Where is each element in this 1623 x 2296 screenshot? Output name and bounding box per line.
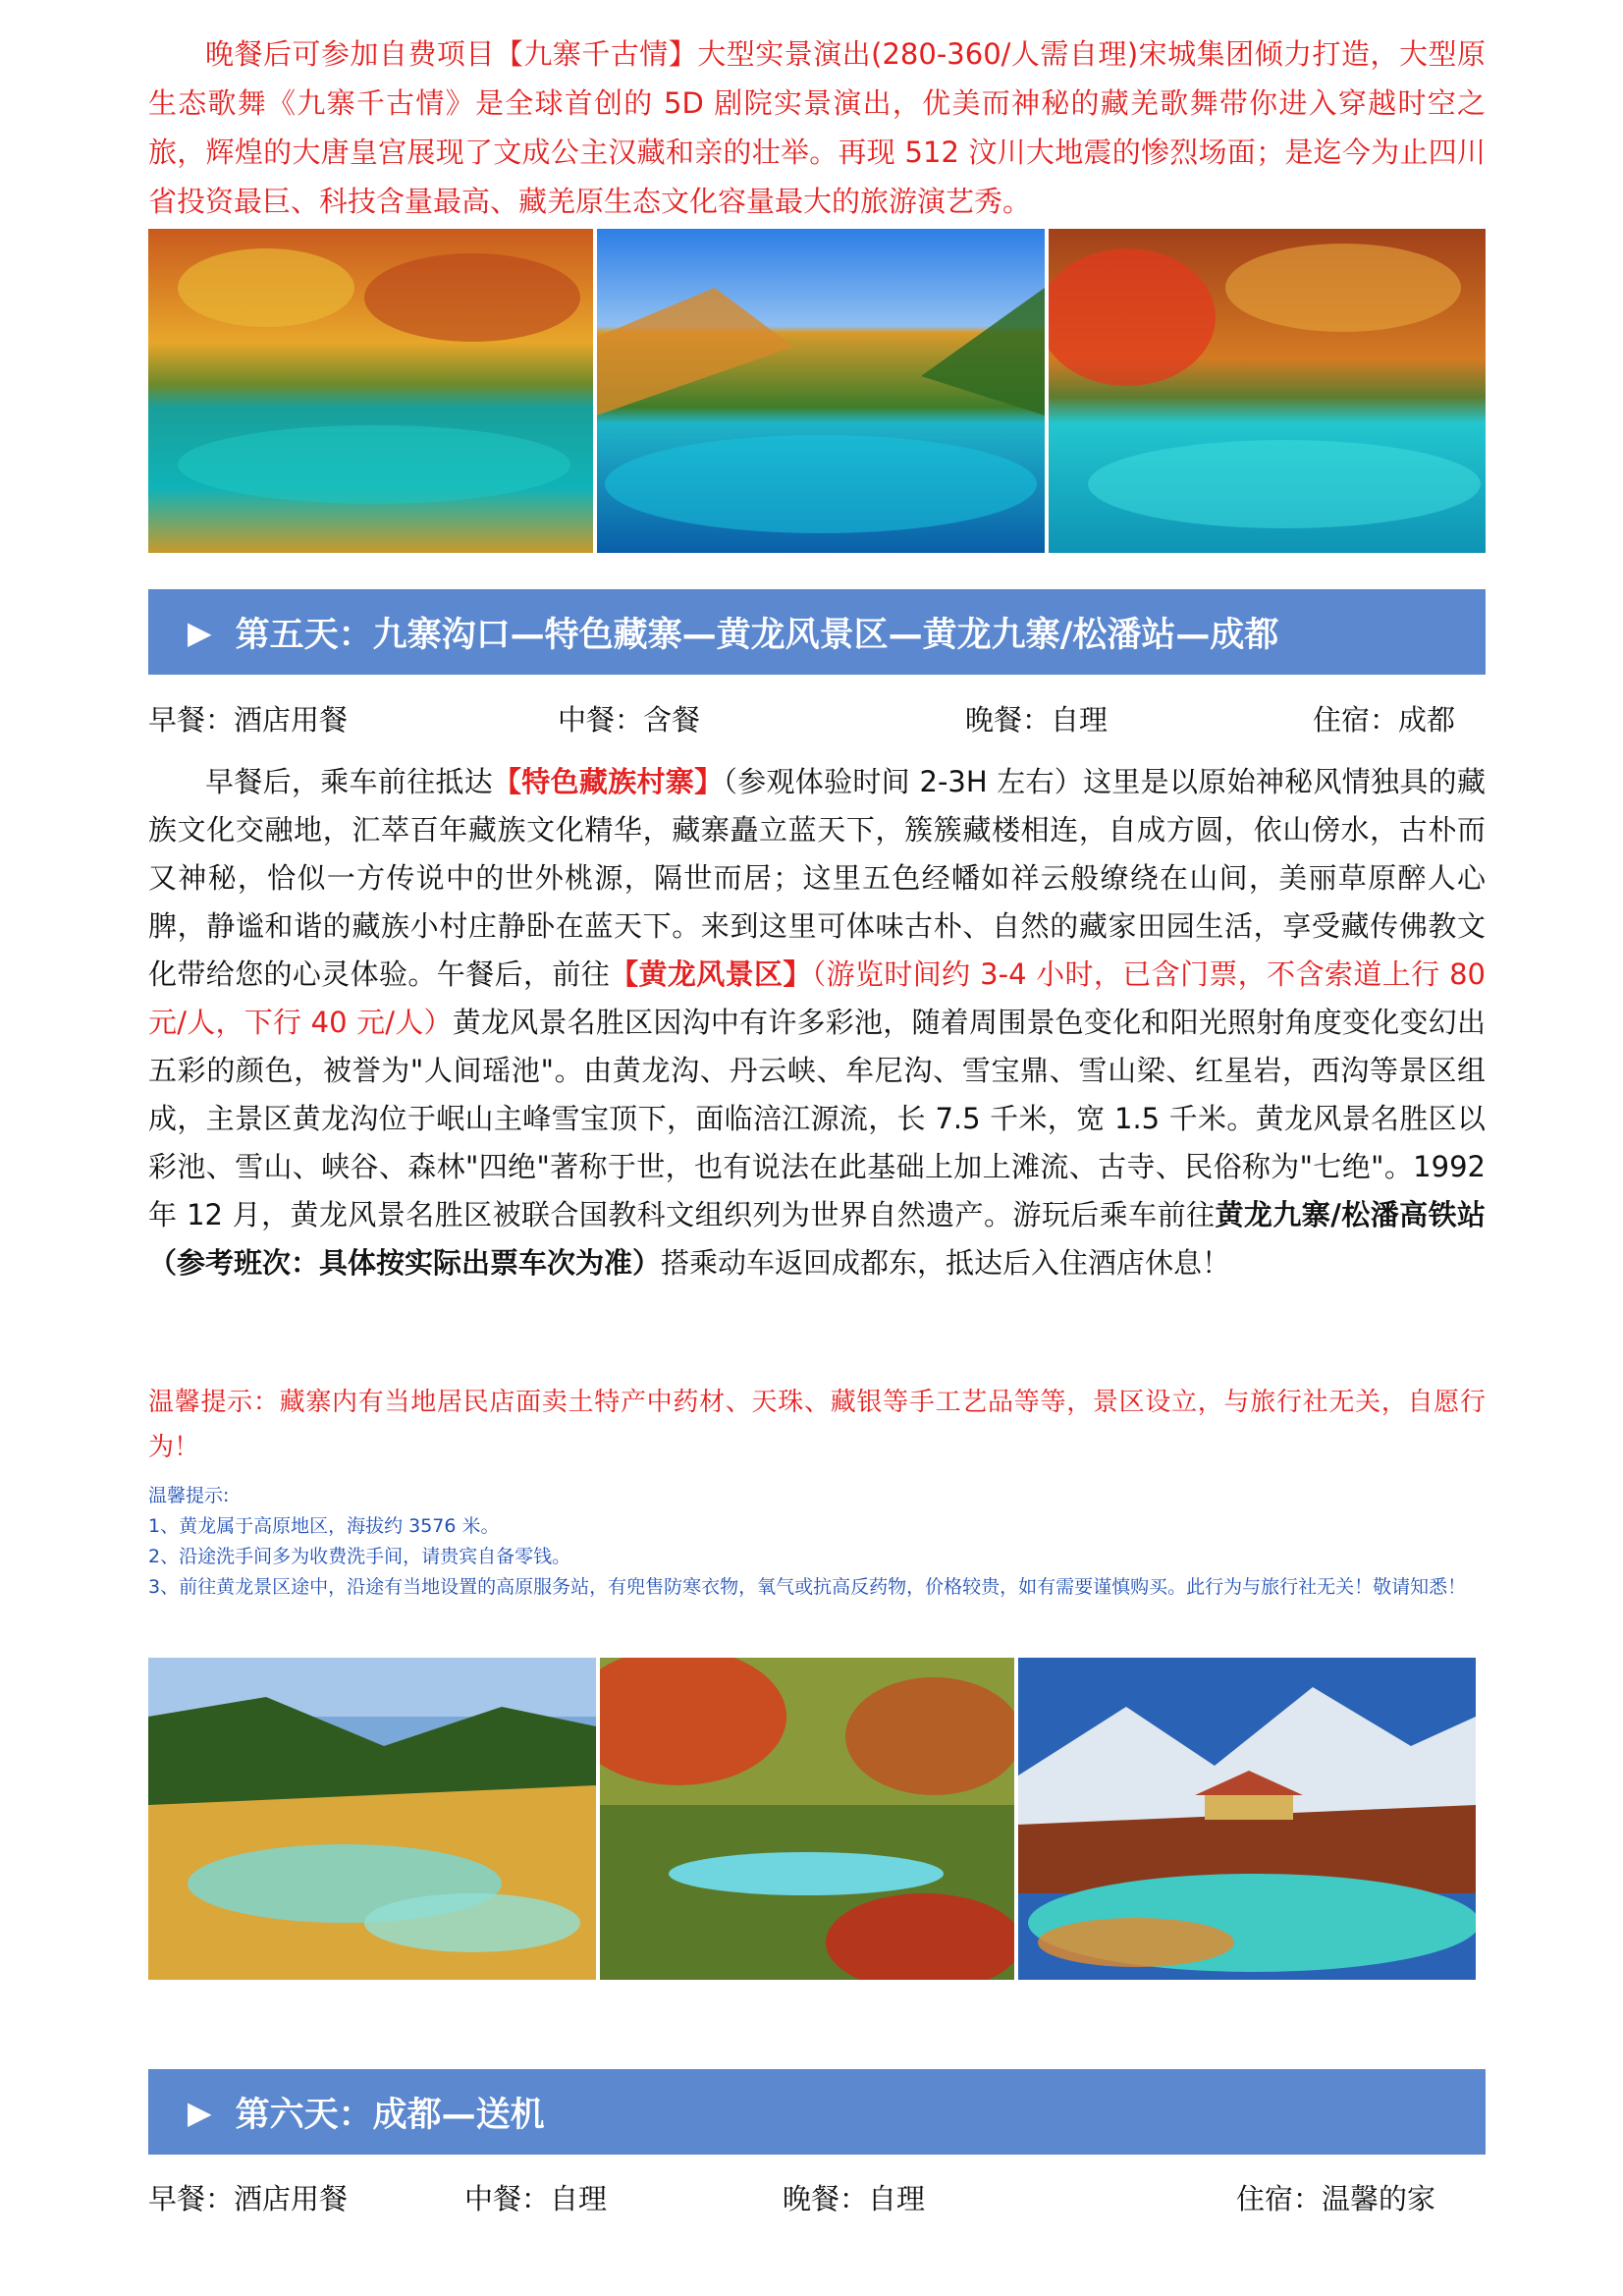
tip-item: 1、黄龙属于高原地区，海拔约 3576 米。 xyxy=(148,1515,500,1537)
day5-banner xyxy=(148,589,1486,675)
jiuzhaigou-photo-1 xyxy=(148,229,593,553)
jiuzhaigou-photo-2 xyxy=(597,229,1045,553)
desc-part-2: （参观体验时间 2-3H 左右）这里是以原始神秘风情独具的藏族文化交融地，汇萃百年藏族文化精华，藏寨矗立蓝天下，簇簇藏楼相连，自成方圆，依山傍水，古朴而又神秘，恰似一方传说中的世外桃源，隔世而居；这里五色经幡如祥云般缭绕在山间，美丽草原醉人心脾，静谧和谐的藏族小村庄静卧在蓝天下。来到这里可体味古朴、自然的藏家田园生活，享受藏传佛教文化带给您的心灵体验。午餐后，前往 xyxy=(148,765,1486,991)
huanglong-ticket-note: （游览时间约 3-4 小时，已含门票，不含索道上行 80 元/人，下行 40 元/人） xyxy=(148,957,1486,1039)
lunch-info: 中餐：含餐 xyxy=(558,703,701,737)
huanglong-highlight: 【黄龙风景区】 xyxy=(610,957,812,991)
dinner-info: 晚餐：自理 xyxy=(783,2182,926,2215)
huanglong-photo-1 xyxy=(148,1658,596,1980)
tip-item: 2、沿途洗手间多为收费洗手间，请贵宾自备零钱。 xyxy=(148,1546,571,1567)
train-station-bold: 黄龙九寨/松潘高铁站（参考班次：具体按实际出票车次为准） xyxy=(148,1198,1487,1280)
day5-meals xyxy=(148,698,1486,738)
tips-title: 温馨提示: xyxy=(148,1485,230,1506)
day6-title: 第六天：成都—送机 xyxy=(235,2095,545,2135)
desc-part-3: 黄龙风景名胜区因沟中有许多彩池，随着周围景色变化和阳光照射角度变化变幻出五彩的颜色，被誉为"人间瑶池"。由黄龙沟、丹云峡、牟尼沟、雪宝鼎、雪山梁、红星岩，西沟等景区组成，主景区黄龙沟位于岷山主峰雪宝顶下，面临涪江源流，长 7.5 千米，宽 1.5 千米。黄龙风景名胜区以彩池、雪山、峡谷、森林"四绝"著称于世，也有说法在此基础上加上滩流、古寺、民俗称为"七绝"。1992 年 12 月，黄龙风景名胜区被联合国教科文组织列为世界自然遗产。游玩后乘车前往 xyxy=(148,1006,1486,1231)
tips-block xyxy=(148,1481,1486,1603)
tip-item: 3、前往黄龙景区途中，沿途有当地设置的高原服务站，有兜售防寒衣物，氧气或抗高反药物，价格较贵，如有需要谨慎购买。此行为与旅行社无关！敬请知悉！ xyxy=(148,1576,1467,1598)
lodging-info: 住宿：成都 xyxy=(1313,703,1456,737)
triangle-icon: ▶ xyxy=(188,613,212,651)
dinner-info: 晚餐：自理 xyxy=(965,703,1109,737)
desc-part-1: 早餐后，乘车前往抵达 xyxy=(205,765,493,798)
huanglong-photo-2 xyxy=(600,1658,1014,1980)
day5-description xyxy=(148,758,1486,1287)
triangle-icon: ▶ xyxy=(188,2093,212,2131)
intro-paragraph: 晚餐后可参加自费项目【九寨千古情】大型实景演出(280-360/人需自理)宋城集团倾力打造，大型原生态歌舞《九寨千古情》是全球首创的 5D 剧院实景演出，优美而神秘的藏羌歌舞带你进入穿越时空之旅，辉煌的大唐皇宫展现了文成公主汉藏和亲的壮举。再现 512 汶川大地震的惨烈场面；是迄今为止四川省投资最巨、科技含量最高、藏羌原生态文化容量最大的旅游演艺秀。 xyxy=(148,37,1486,218)
warm-reminder: 温馨提示：藏寨内有当地居民店面卖土特产中药材、天珠、藏银等手工艺品等等，景区设立，与旅行社无关，自愿行为！ xyxy=(148,1388,1486,1462)
huanglong-photo-3 xyxy=(1018,1658,1476,1980)
tibetan-village-highlight: 【特色藏族村寨】 xyxy=(493,765,724,798)
jiuzhaigou-photo-3 xyxy=(1049,229,1486,553)
day5-title: 第五天：九寨沟口—特色藏寨—黄龙风景区—黄龙九寨/松潘站—成都 xyxy=(235,615,1279,655)
lodging-info: 住宿：温馨的家 xyxy=(1236,2182,1436,2215)
day6-meals xyxy=(148,2177,1486,2216)
desc-part-4: 搭乘动车返回成都东，抵达后入住酒店休息！ xyxy=(661,1246,1231,1280)
breakfast-info: 早餐：酒店用餐 xyxy=(148,2182,349,2215)
breakfast-info: 早餐：酒店用餐 xyxy=(148,703,349,737)
lunch-info: 中餐：自理 xyxy=(464,2182,608,2215)
day6-banner xyxy=(148,2069,1486,2155)
